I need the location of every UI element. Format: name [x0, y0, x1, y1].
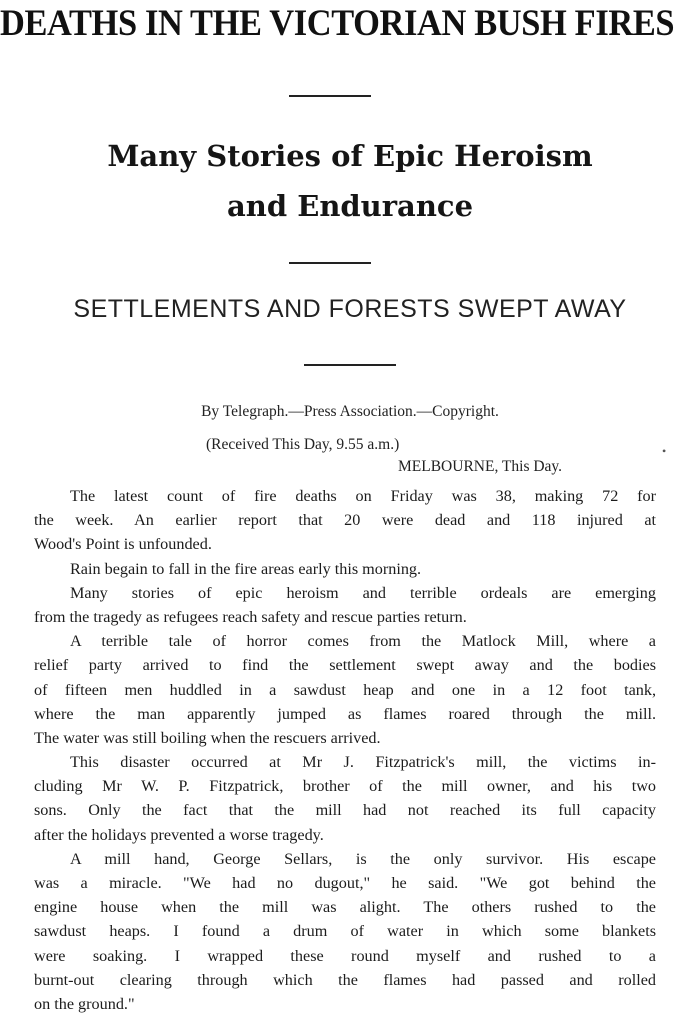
body-line: from the tragedy as refugees reach safety and rescue parties return. — [34, 607, 467, 626]
deck-heading: SETTLEMENTS AND FORESTS SWEPT AWAY — [73, 295, 627, 323]
divider-rule-2 — [289, 262, 371, 264]
body-line: engine house when the mill was alight. The others rushed to the — [34, 898, 656, 917]
body-line: sawdust heaps. I found a drum of water in which some blankets — [34, 922, 656, 941]
body-line: of fifteen men huddled in a sawdust heap and one in a 12 foot tank, — [34, 680, 656, 699]
body-line: cluding Mr W. P. Fitzpatrick, brother of the mill owner, and his two — [34, 777, 656, 796]
body-line: Rain begain to fall in the fire areas early this morning. — [70, 559, 422, 578]
body-line: were soaking. I wrapped these round myself and rushed to a — [34, 946, 656, 965]
body-line: relief party arrived to find the settlement swept away and the bodies — [34, 656, 656, 675]
body-line: where the man apparently jumped as flames roared through the mill. — [34, 704, 656, 723]
body-line: The latest count of fire deaths on Friday was 38, making 72 for — [70, 487, 656, 505]
body-line: A mill hand, George Sellars, is the only survivor. His escape — [70, 849, 656, 868]
article-body — [34, 484, 656, 1016]
body-line: the week. An earlier report that 20 were dead and 118 injured at — [34, 511, 656, 530]
body-line: Many stories of epic heroism and terrible ordeals are emerging — [70, 583, 656, 602]
received-time: (Received This Day, 9.55 a.m.) — [206, 436, 400, 453]
body-line: sons. Only the fact that the mill had not reached its full capacity — [34, 801, 656, 820]
subhead-line-2: and Endurance — [226, 189, 474, 223]
divider-rule-1 — [289, 95, 371, 97]
body-line: was a miracle. "We had no dugout," he said. "We got behind the — [34, 874, 656, 892]
body-line: The water was still boiling when the rescuers arrived. — [34, 728, 381, 747]
subhead-line-1: Many Stories of Epic Heroism — [107, 139, 593, 173]
dateline: MELBOURNE, This Day. — [398, 458, 563, 475]
print-speck: • — [662, 444, 667, 458]
body-line: Wood's Point is unfounded. — [34, 535, 212, 554]
body-line: burnt-out clearing through which the flames had passed and rolled — [34, 970, 656, 989]
divider-rule-3 — [304, 364, 396, 366]
body-line: This disaster occurred at Mr J. Fitzpatrick's mill, the victims in- — [70, 753, 656, 772]
byline: By Telegraph.—Press Association.—Copyright. — [201, 403, 499, 420]
headline: DEATHS IN THE VICTORIAN BUSH FIRES — [0, 3, 675, 44]
body-line: A terrible tale of horror comes from the Matlock Mill, where a — [70, 632, 656, 651]
body-line: on the ground." — [34, 994, 135, 1013]
body-line: after the holidays prevented a worse tragedy. — [34, 825, 324, 844]
